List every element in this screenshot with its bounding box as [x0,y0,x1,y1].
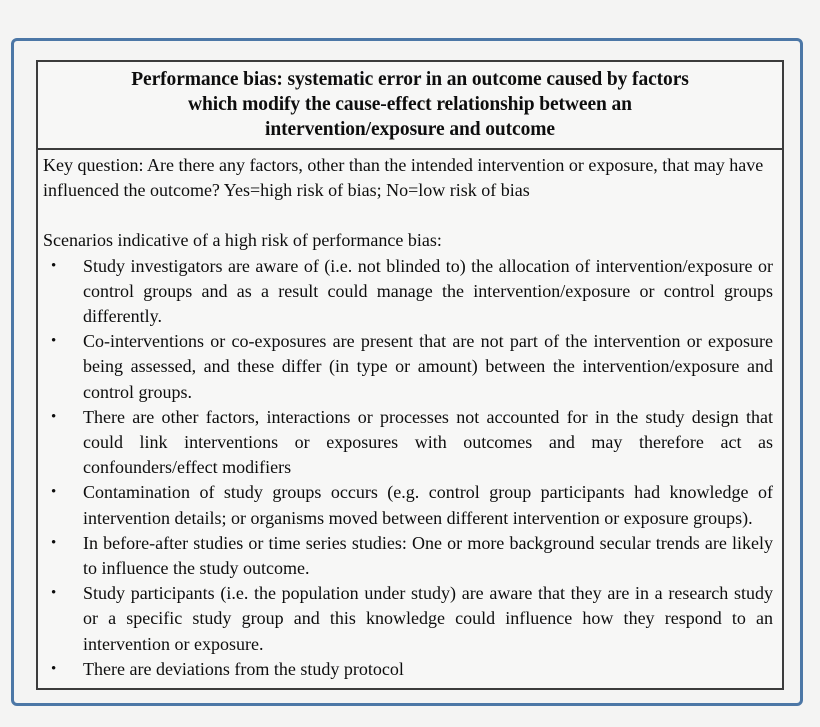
title-line-3: intervention/exposure and outcome [265,119,555,140]
list-item-text: Contamination of study groups occurs (e.g. control group participants had knowledge of intervention details; or organisms moved between different intervention or exposure groups). [83,482,773,528]
criteria-table-header [38,62,782,150]
list-item-text: In before-after studies or time series studies: One or more background secular trends are likely to influence the study outcome. [83,532,773,579]
bullet-point-icon: • [51,333,57,350]
outer-blue-frame [11,38,803,706]
list-item [43,405,773,481]
list-item [43,531,773,581]
list-item-text: Co-interventions or co-exposures are present that are not part of the intervention or exposure being assessed, and these differ (in type or amount) between the intervention/exposure and control groups. [83,331,773,402]
bullet-point-icon: • [51,484,57,501]
list-item [43,657,773,682]
scenarios-intro-paragraph: Scenarios indicative of a high risk of performance bias: [43,230,442,251]
list-item-text: Study participants (i.e. the population under study) are aware that they are in a research study or a specific study group and this knowledge could influence how they respond to an intervention or exposure. [83,583,773,654]
title-line-1: Performance bias: systematic error in an outcome caused by factors [131,69,689,90]
key-question-paragraph: Key question: Are there any factors, other than the intended intervention or exposure, that may have influenced the outcome? Yes=high risk of bias; No=low risk of bias [43,155,764,201]
list-item-text: There are deviations from the study protocol [83,658,404,679]
bullet-point-icon: • [51,257,57,274]
criteria-table [36,60,784,690]
list-item-text: Study investigators are aware of (i.e. not blinded to) the allocation of intervention/exposure or control groups and as a result could manage the intervention/exposure or control groups differently. [83,255,773,327]
bullet-point-icon: • [51,408,57,425]
list-item [43,480,773,530]
criteria-table-body [38,150,782,682]
list-item [43,581,773,657]
bullet-point-icon: • [51,534,57,551]
bullet-point-icon: • [51,660,57,677]
list-item [43,329,773,405]
bullet-point-icon: • [51,585,57,602]
title-line-2: which modify the cause-effect relationship between an [188,94,632,115]
scenarios-bullet-list [43,254,773,682]
paragraph-spacer [43,203,773,228]
list-item [43,254,773,330]
list-item-text: There are other factors, interactions or processes not accounted for in the study design that could link interventions or exposures with outcomes and may therefore act as confounders/effect modifiers [83,406,773,478]
